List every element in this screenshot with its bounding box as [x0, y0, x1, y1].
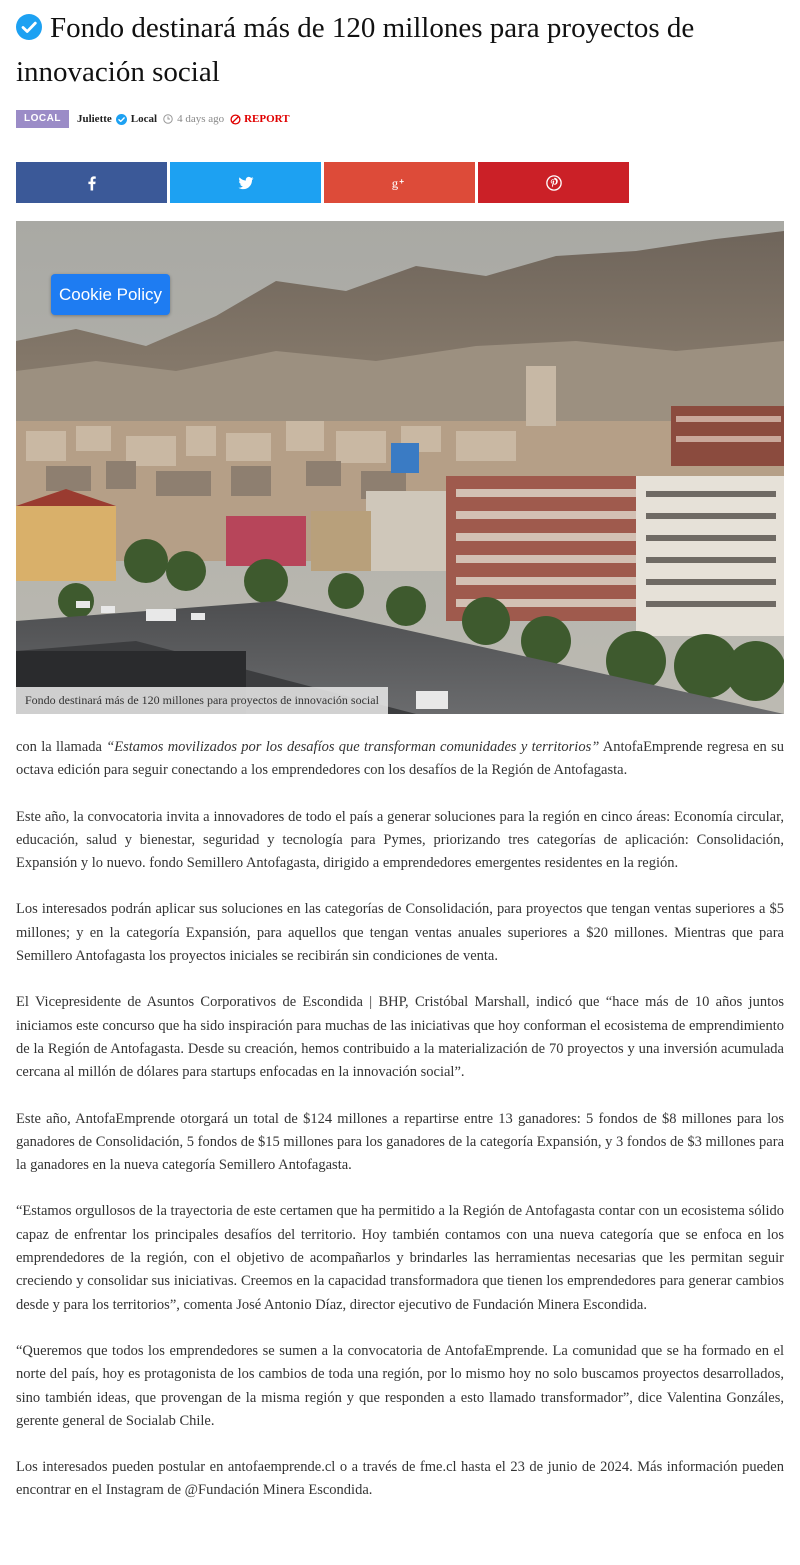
- cookie-policy-button[interactable]: Cookie Policy: [51, 274, 170, 315]
- article-header: [16, 6, 784, 94]
- svg-text:g: g: [391, 176, 398, 190]
- facebook-icon: [83, 174, 101, 192]
- image-caption: Fondo destinará más de 120 millones para proyectos de innovación social: [16, 687, 388, 714]
- svg-text:+: +: [398, 176, 404, 186]
- post-time: 4 days ago: [177, 113, 225, 125]
- paragraph-6: “Estamos orgullosos de la trayectoria de este certamen que ha permitido a la Región de Antofagasta contar con un ecosistema sólido capaz de enfrentar los principales desafíos del territorio. Hoy también contamos con una nueva categoría que se enfoca en los emprendedores de la región, con el objetivo de acompañarlos y brindarles las herramientas necesarias que les permitan seguir creciendo y consolidar sus iniciativas. Creemos en la capacidad transformadora que tienen los emprendedores para generar cambios desde y para los territorios”, comenta José Antonio Díaz, director ejecutivo de Fundación Minera Escondida.: [16, 1203, 784, 1313]
- category-link[interactable]: Local: [130, 113, 158, 125]
- share-googleplus-button[interactable]: [324, 162, 475, 203]
- category-badge[interactable]: LOCAL: [16, 110, 69, 128]
- ban-icon: [230, 114, 241, 125]
- author-link[interactable]: Juliette: [76, 113, 112, 125]
- share-pinterest-button[interactable]: [478, 162, 629, 203]
- article-body: [16, 736, 784, 1526]
- article-title-text: Fondo destinará más de 120 millones para proyectos de innovación social: [16, 12, 695, 88]
- verified-icon: [116, 114, 127, 125]
- paragraph-1-quote: “Estamos movilizados por los desafíos que transforman comunidades y territorios”: [106, 739, 600, 755]
- clock-icon: [163, 114, 173, 124]
- google-plus-icon: [391, 174, 409, 192]
- paragraph-8: Los interesados pueden postular en antofaemprende.cl o a través de fme.cl hasta el 23 de junio de 2024. Más información pueden encontrar en el Instagram de @Fundación Minera Escondida.: [16, 1459, 784, 1499]
- verified-icon: [16, 14, 42, 40]
- report-label: REPORT: [244, 113, 290, 125]
- twitter-icon: [237, 174, 255, 192]
- paragraph-5: Este año, AntofaEmprende otorgará un total de $124 millones a repartirse entre 13 ganadores: 5 fondos de $8 millones para los ganadores de Consolidación, 5 fondos de $15 millones para los ganadores de la categoría Expansión, y 3 fondos de $3 millones para la ganadores en la nueva categoría Semillero Antofagasta.: [16, 1110, 784, 1174]
- paragraph-4: El Vicepresidente de Asuntos Corporativos de Escondida | BHP, Cristóbal Marshall, indicó que “hace más de 10 años juntos iniciamos este concurso que ha sido inspiración para muchas de las iniciativas que hoy conforman el ecosistema de emprendimiento de la Región de Antofagasta. Desde su creación, hemos contribuido a la materialización de 70 proyectos y una inversión acumulada cercana al millón de dólares para startups enfocadas en la innovación social”.: [16, 994, 784, 1081]
- article-title: [16, 6, 784, 94]
- paragraph-3: Los interesados podrán aplicar sus soluciones en las categorías de Consolidación, para proyectos que tengan ventas superiores a $5 millones; y en la categoría Expansión, para aquellos que tengan ventas anuales superiores a $20 millones. Mientras que para Semillero Antofagasta los proyectos iniciales se recibirán sin condiciones de venta.: [16, 901, 784, 965]
- article-meta: [16, 109, 290, 129]
- paragraph-1-rest: AntofaEmprende regresa en su octava edición para seguir conectando a los emprendedores con los desafíos de la Región de Antofagasta.: [16, 739, 784, 779]
- paragraph-1-prefix: con la llamada: [16, 739, 107, 755]
- paragraph-1: [16, 736, 784, 783]
- share-facebook-button[interactable]: [16, 162, 167, 203]
- paragraph-7: “Queremos que todos los emprendedores se sumen a la convocatoria de AntofaEmprende. La comunidad que se ha formado en el norte del país, hoy es protagonista de los cambios de toda una región, por lo mismo hoy no solo buscamos proyectos desarrollados, sino también ideas, que provengan de la misma región y que responden a esto llamado transformador”, dice Valentina Gonzáles, gerente general de Socialab Chile.: [16, 1342, 784, 1429]
- pinterest-icon: [545, 174, 563, 192]
- hero-image: [16, 221, 784, 714]
- paragraph-2: Este año, la convocatoria invita a innovadores de todo el país a generar soluciones para la región en cinco áreas: Economía circular, educación, salud y bienestar, seguridad y tecnología para Pymes, priorizando tres categorías de aplicación: Consolidación, Expansión y lo nuevo. fondo Semillero Antofagasta, dirigido a emprendedores emergentes residentes en la región.: [16, 808, 784, 872]
- share-bar: [16, 162, 632, 203]
- report-button[interactable]: [230, 113, 289, 125]
- share-twitter-button[interactable]: [170, 162, 321, 203]
